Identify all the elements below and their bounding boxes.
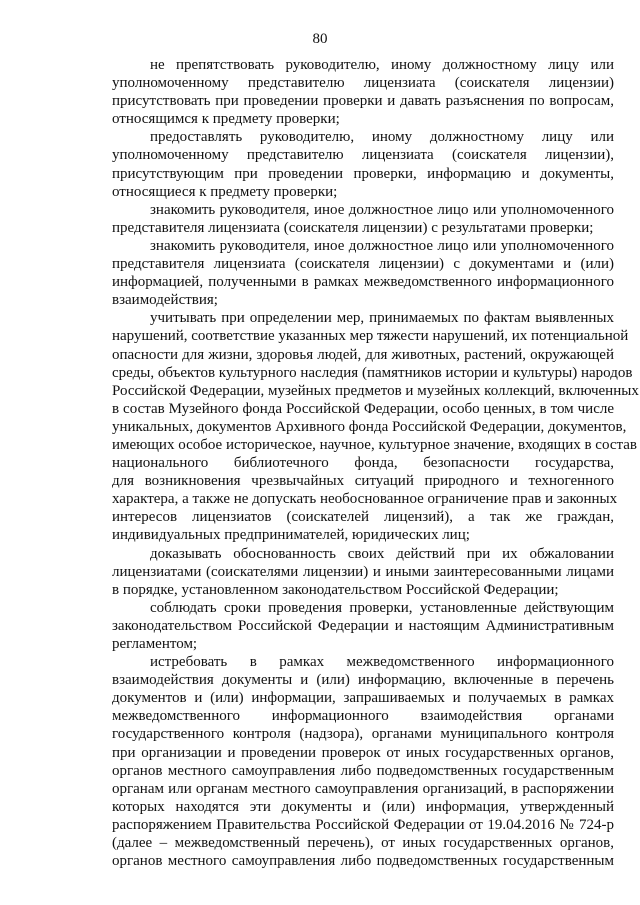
text-line: доказывать обоснованность своих действий при их обжаловании xyxy=(150,545,614,562)
text-line: уникальных, документов Архивного фонда Российской Федерации, документов, xyxy=(112,418,627,435)
paragraph xyxy=(74,56,614,128)
text-line: уполномоченному представителю лицензиата (соискателя лицензии) xyxy=(112,75,614,92)
text-line: межведомственного информационного взаимодействия органами xyxy=(112,708,614,725)
text-line: для возникновения чрезвычайных ситуаций природного и техногенного xyxy=(112,473,614,490)
text-line: взаимодействия; xyxy=(112,292,218,309)
text-line: при организации и проведении проверок от иных государственных органов, xyxy=(112,744,614,761)
text-line: (далее – межведомственный перечень), от иных государственных органов, xyxy=(112,835,614,852)
text-line: предоставлять руководителю, иному должностному лицу или xyxy=(150,129,614,146)
text-line: информацией, полученными в рамках межведомственного информационного xyxy=(112,274,614,291)
text-line: опасности для жизни, здоровья людей, для животных, растений, окружающей xyxy=(112,346,614,363)
text-line: национального библиотечного фонда, безопасности государства, xyxy=(112,455,614,472)
text-line: среды, объектов культурного наследия (памятников истории и культуры) народов xyxy=(112,364,633,381)
text-line: учитывать при определении мер, принимаемых по фактам выявленных xyxy=(150,310,614,327)
text-line: органов местного самоуправления либо подведомственных государственным xyxy=(112,853,614,870)
text-line: соблюдать сроки проведения проверки, установленные действующим xyxy=(150,599,614,616)
text-line: представителя лицензиата (соискателя лицензии) с результатами проверки; xyxy=(112,219,594,236)
paragraph xyxy=(74,309,639,544)
paragraph xyxy=(74,599,614,653)
text-line: в состав Музейного фонда Российской Федерации, особо ценных, в том числе xyxy=(112,400,614,417)
document-body xyxy=(74,56,639,870)
text-line: законодательством Российской Федерации и настоящим Административным xyxy=(112,617,614,634)
paragraph xyxy=(74,237,614,309)
text-line: нарушений, соответствие указанных мер тяжести нарушений, их потенциальной xyxy=(112,328,629,345)
paragraph xyxy=(74,653,614,870)
text-line: которых находятся эти документы и (или) информация, утвержденный xyxy=(112,798,614,815)
text-line: лицензиатами (соискателями лицензии) и иными заинтересованными лицами xyxy=(112,563,614,580)
text-line: присутствующим при проведении проверки, информацию и документы, xyxy=(112,165,614,182)
text-line: индивидуальных предпринимателей, юридических лиц; xyxy=(112,527,470,544)
text-line: относящиеся к предмету проверки; xyxy=(112,183,338,200)
text-line: документов и (или) информации, запрашиваемых и получаемых в рамках xyxy=(112,690,614,707)
text-line: интересов лицензиатов (соискателей лицензий), а так же граждан, xyxy=(112,509,614,526)
text-line: органам или органам местного самоуправления организаций, в распоряжении xyxy=(112,780,614,797)
text-line: имеющих особое историческое, научное, культурное значение, входящих в состав xyxy=(112,436,637,453)
text-line: распоряжением Правительства Российской Федерации от 19.04.2016 № 724-р xyxy=(112,816,614,833)
text-line: Российской Федерации, музейных предметов и музейных коллекций, включенных xyxy=(112,382,639,399)
text-line: органов местного самоуправления либо подведомственных государственным xyxy=(112,762,614,779)
text-line: характера, а также не допускать необоснованное ограничение прав и законных xyxy=(112,491,618,508)
text-line: относящимся к предмету проверки; xyxy=(112,111,340,128)
paragraph xyxy=(74,201,614,237)
text-line: присутствовать при проведении проверки и давать разъяснения по вопросам, xyxy=(112,93,614,110)
page-number: 80 xyxy=(312,31,328,47)
text-line: знакомить руководителя, иное должностное лицо или уполномоченного xyxy=(150,201,614,218)
paragraph xyxy=(74,128,614,200)
text-line: государственного контроля (надзора), органами муниципального контроля xyxy=(112,726,614,743)
text-line: знакомить руководителя, иное должностное лицо или уполномоченного xyxy=(150,237,614,254)
text-line: взаимодействия документы и (или) информацию, включенные в перечень xyxy=(112,672,614,689)
text-line: регламентом; xyxy=(112,636,198,652)
text-line: представителя лицензиата (соискателя лицензии) с документами и (или) xyxy=(112,256,614,273)
paragraph xyxy=(74,545,614,599)
text-line: в порядке, установленном законодательством Российской Федерации; xyxy=(112,581,559,598)
text-line: уполномоченному представителю лицензиата (соискателя лицензии), xyxy=(112,147,614,164)
text-line: не препятствовать руководителю, иному должностному лицу или xyxy=(150,57,614,73)
text-line: истребовать в рамках межведомственного информационного xyxy=(150,654,614,671)
